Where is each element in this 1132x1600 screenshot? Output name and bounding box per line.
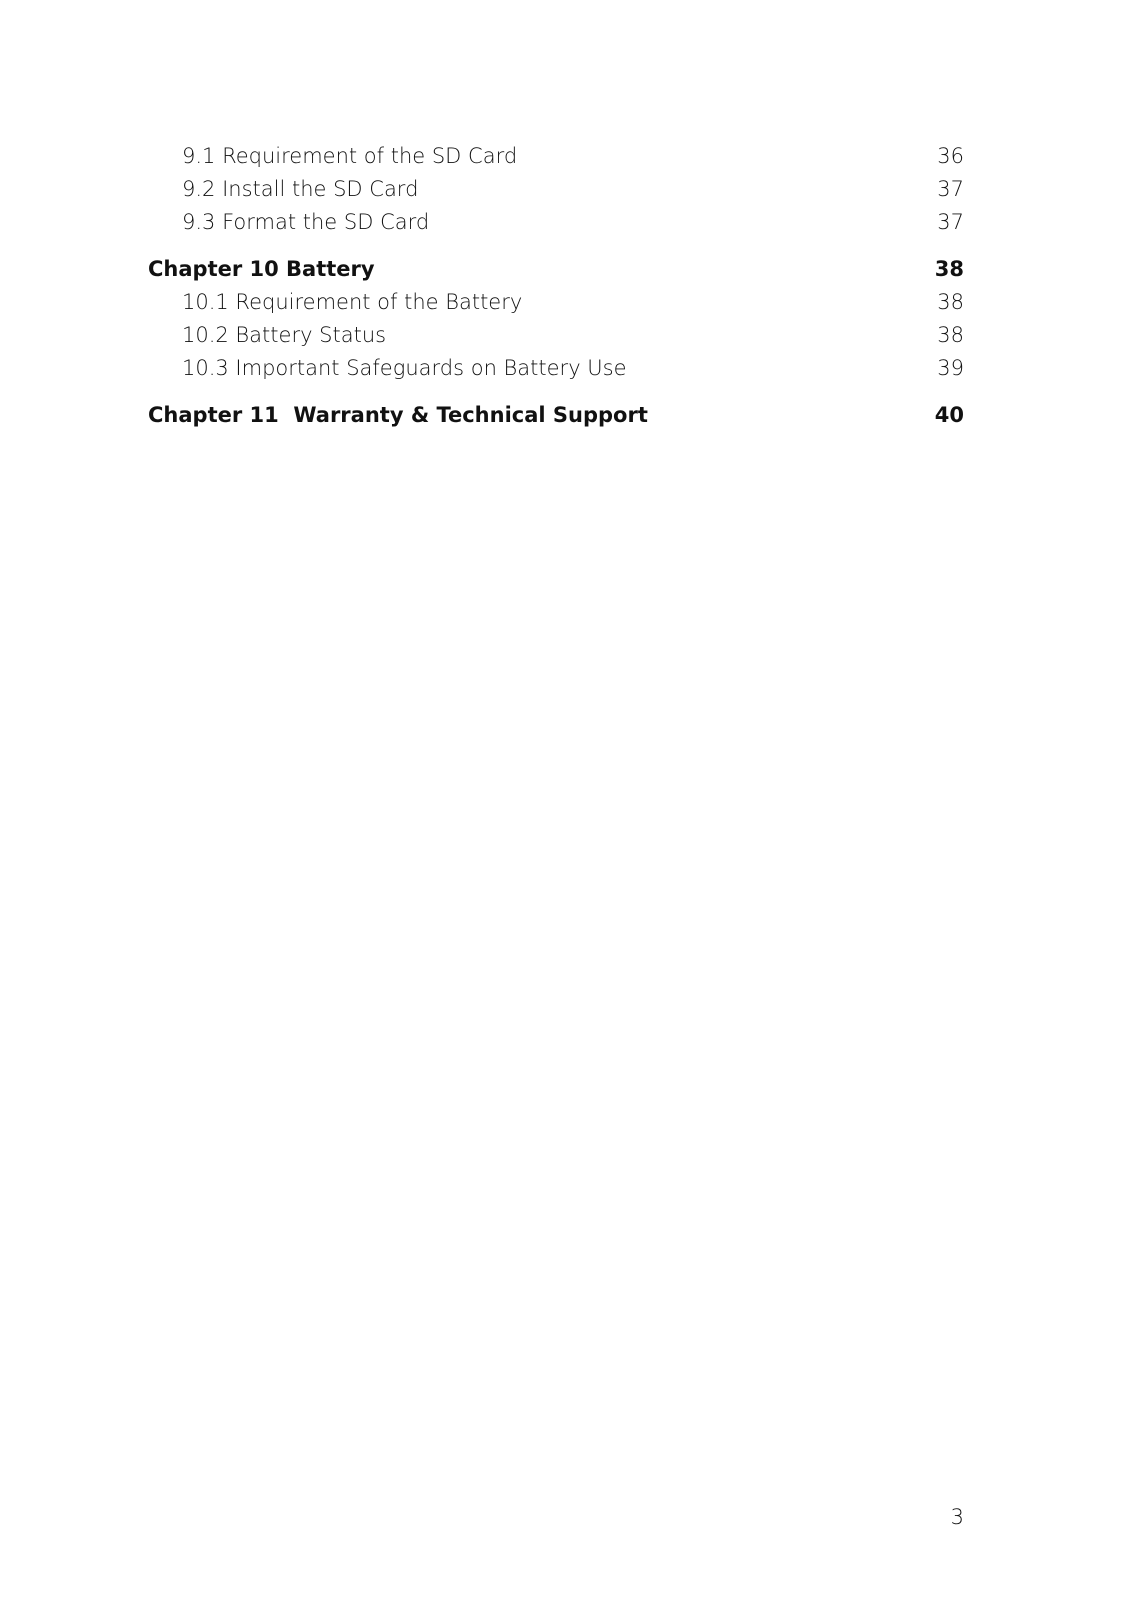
- toc-entry-page: 37: [937, 210, 964, 234]
- toc-chapter-label: Chapter 11 Warranty & Technical Support: [148, 403, 648, 427]
- toc-chapter-10[interactable]: [148, 253, 964, 286]
- toc-chapter-label: Chapter 10 Battery: [148, 257, 375, 281]
- toc-entry-10-3[interactable]: [148, 352, 964, 385]
- toc-chapter-page: 38: [934, 257, 964, 281]
- toc-entry-label: 9.1 Requirement of the SD Card: [182, 144, 518, 168]
- toc-entry-page: 39: [937, 356, 964, 380]
- toc-entry-label: 9.3 Format the SD Card: [182, 210, 430, 234]
- toc-chapter-page: 40: [934, 403, 964, 427]
- toc-entry-page: 38: [937, 290, 964, 314]
- toc-entry-page: 38: [937, 323, 964, 347]
- toc-entry-9-2[interactable]: [148, 173, 964, 206]
- toc-entry-9-3[interactable]: [148, 206, 964, 239]
- toc-entry-page: 36: [937, 144, 964, 168]
- toc-entry-label: 9.2 Install the SD Card: [182, 177, 419, 201]
- table-of-contents: [148, 140, 964, 432]
- toc-entry-page: 37: [937, 177, 964, 201]
- toc-entry-label: 10.3 Important Safeguards on Battery Use: [182, 356, 627, 380]
- toc-entry-9-1[interactable]: [148, 140, 964, 173]
- page-number: 3: [950, 1505, 964, 1529]
- toc-entry-10-2[interactable]: [148, 319, 964, 352]
- toc-chapter-11[interactable]: [148, 399, 964, 432]
- toc-entry-label: 10.2 Battery Status: [182, 323, 387, 347]
- toc-entry-10-1[interactable]: [148, 286, 964, 319]
- toc-entry-label: 10.1 Requirement of the Battery: [182, 290, 523, 314]
